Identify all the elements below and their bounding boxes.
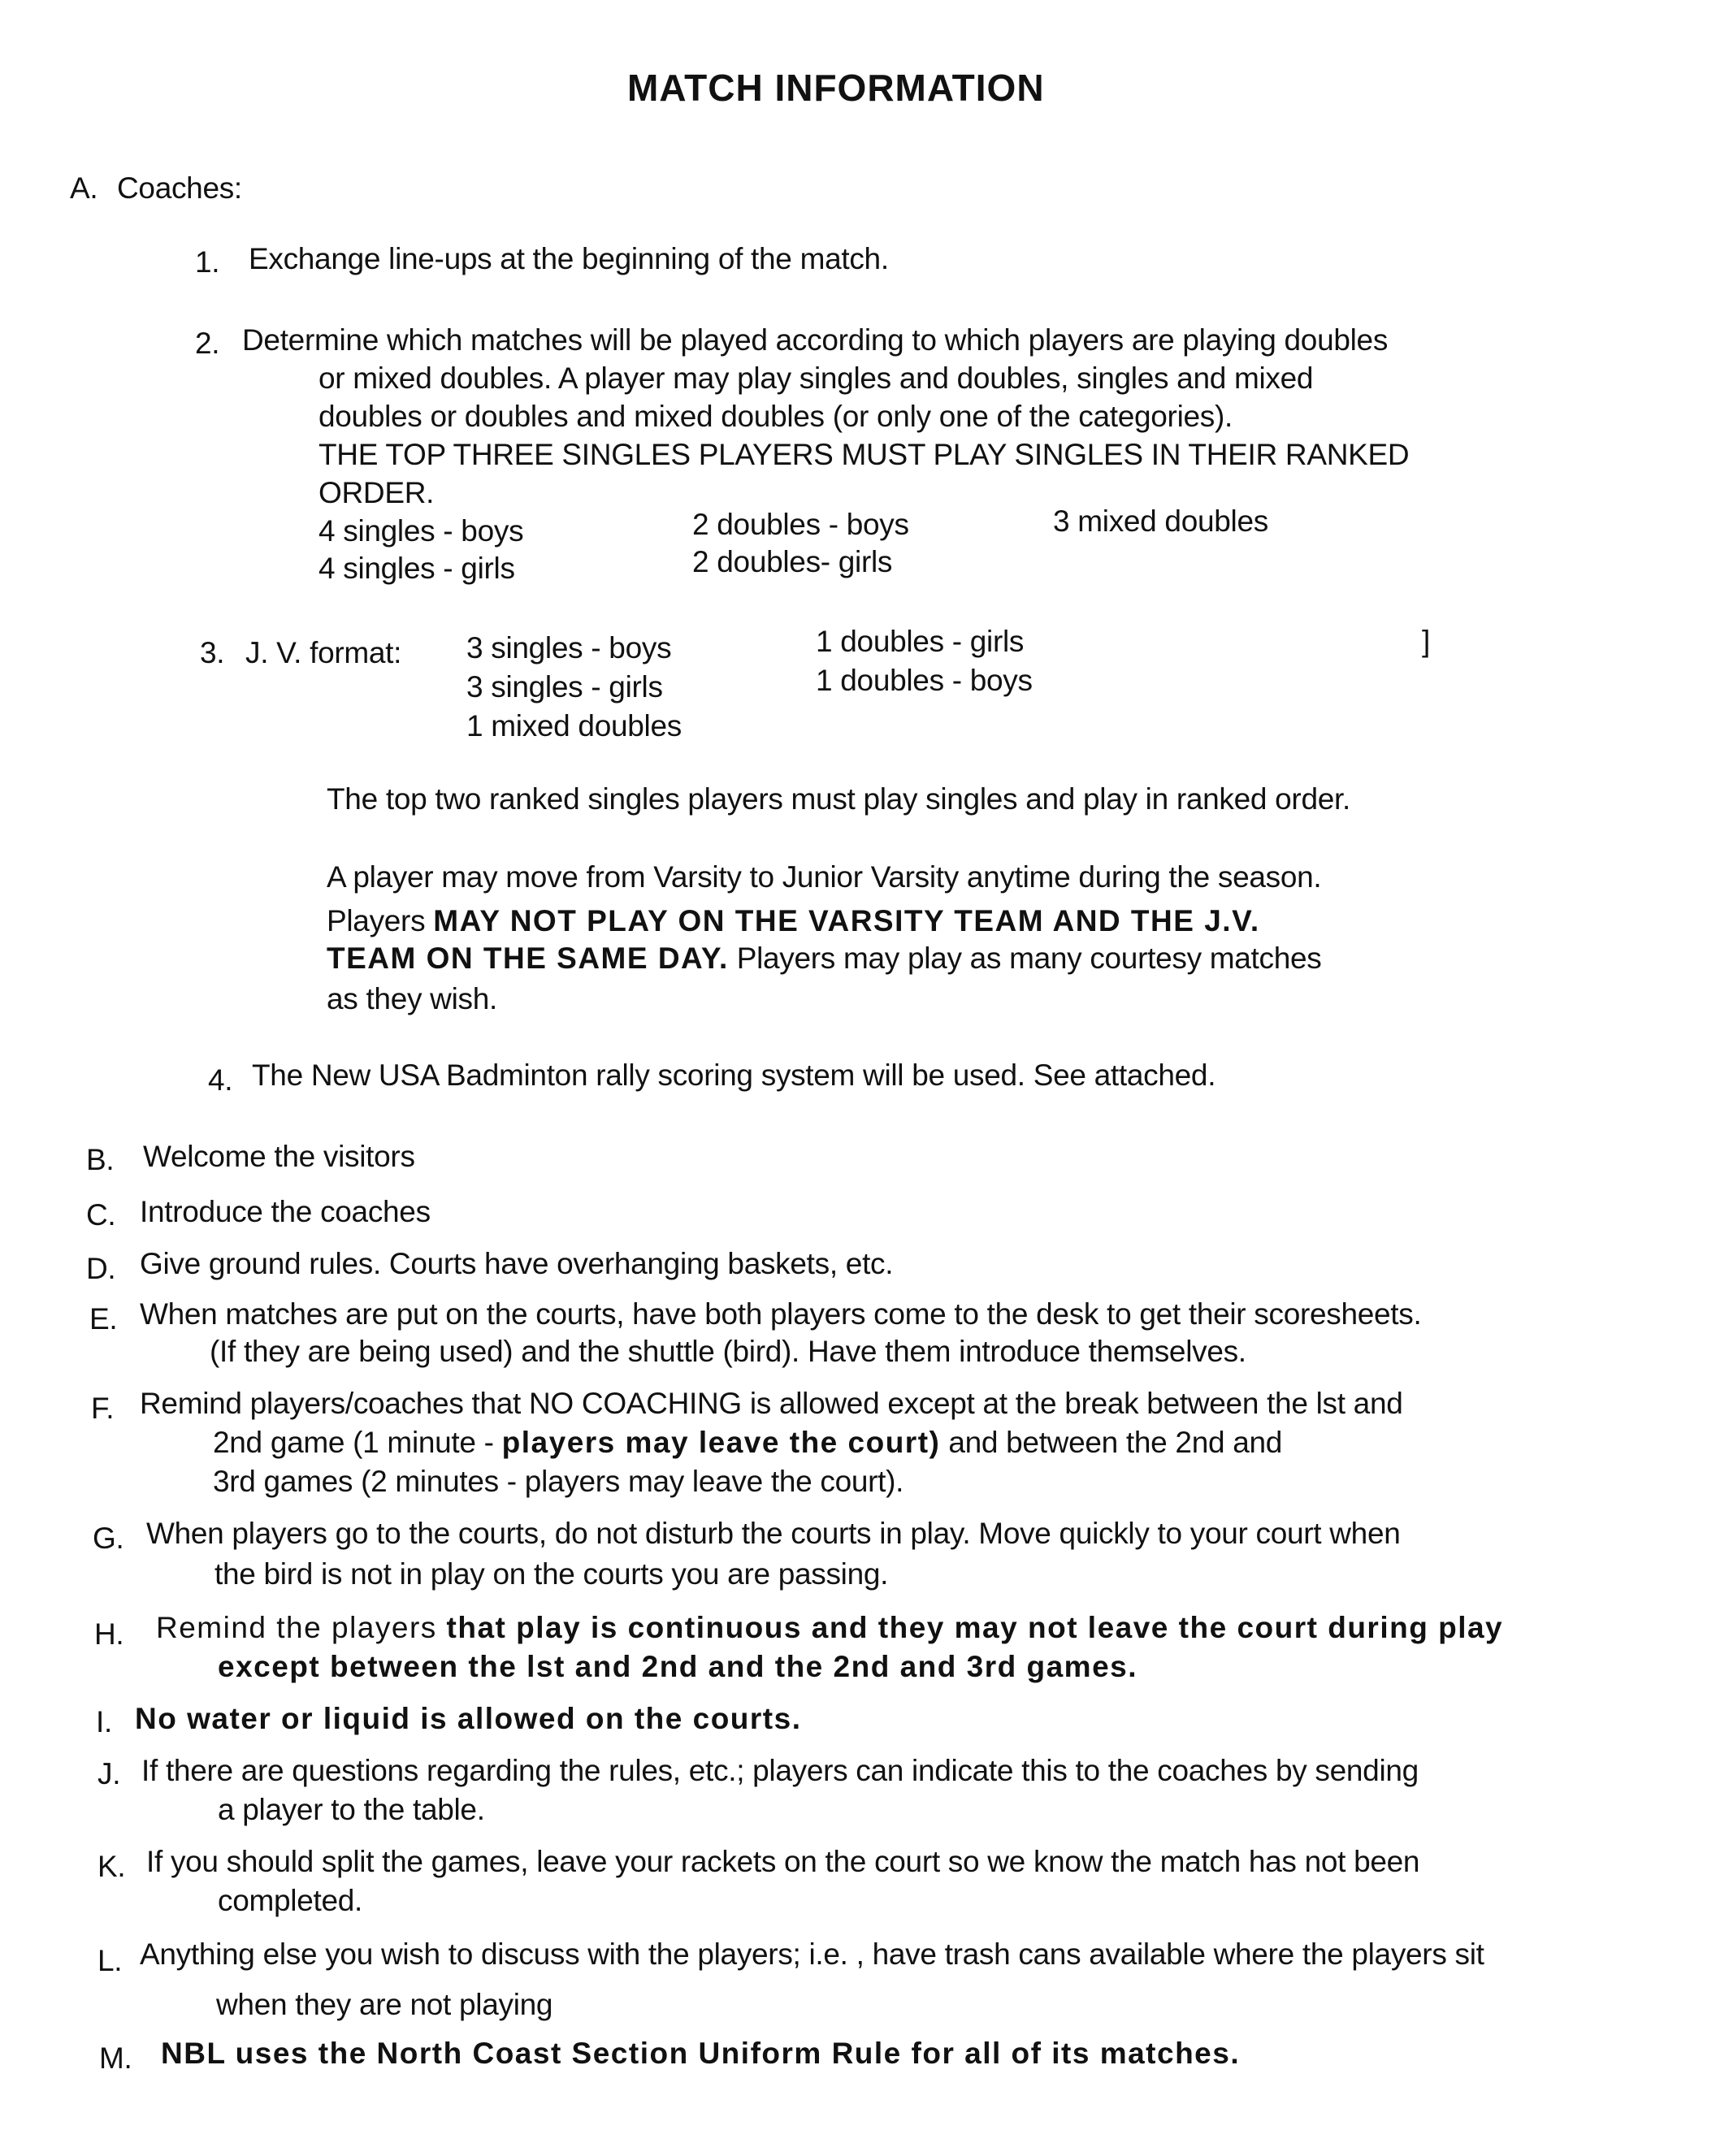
item-l-letter: L.: [98, 1944, 123, 1977]
section-a-heading: Coaches:: [117, 171, 242, 205]
item-j-line-1: If there are questions regarding the rules, etc.; players can indicate this to the coaches by sending: [141, 1754, 1419, 1787]
jv-doubles-girls: 1 doubles - girls: [816, 625, 1025, 658]
jv-paragraph-1: The top two ranked singles players must play singles and play in ranked order.: [327, 782, 1350, 816]
item-m-letter: M.: [99, 2041, 132, 2075]
item-k-line-2: completed.: [218, 1884, 362, 1917]
item-f-line-1: Remind players/coaches that NO COACHING is allowed except at the break between the lst and: [140, 1387, 1403, 1420]
jv-paragraph-2-line-2: Players MAY NOT PLAY ON THE VARSITY TEAM AND THE J.V.: [327, 904, 1260, 937]
item-g-line-1: When players go to the courts, do not disturb the courts in play. Move quickly to your court when: [146, 1517, 1401, 1550]
item-j-line-2: a player to the table.: [218, 1793, 485, 1826]
item-2-mixed-doubles: 3 mixed doubles: [1053, 504, 1268, 538]
item-2-line-2: or mixed doubles. A player may play singles and doubles, singles and mixed: [318, 361, 1314, 395]
item-h-letter: H.: [94, 1617, 124, 1651]
item-2-doubles-girls: 2 doubles- girls: [692, 545, 893, 578]
item-2-line-3: doubles or doubles and mixed doubles (or only one of the categories).: [318, 400, 1233, 433]
item-k-letter: K.: [98, 1850, 126, 1883]
item-j-letter: J.: [98, 1757, 121, 1790]
item-i-letter: I.: [96, 1705, 112, 1738]
item-f-line-2: 2nd game (1 minute - players may leave the court) and between the 2nd and: [213, 1426, 1283, 1459]
item-l-line-2: when they are not playing: [216, 1988, 553, 2021]
item-1-number: 1.: [195, 245, 220, 279]
item-3-label: J. V. format:: [245, 636, 402, 669]
jv-paragraph-2-line-4: as they wish.: [327, 982, 497, 1015]
item-m-text: NBL uses the North Coast Section Uniform Rule for all of its matches.: [161, 2037, 1241, 2070]
page-title: MATCH INFORMATION: [627, 67, 1045, 109]
jv-doubles-boys: 1 doubles - boys: [816, 664, 1033, 697]
jv-singles-girls: 3 singles - girls: [466, 670, 663, 704]
item-4-text: The New USA Badminton rally scoring system will be used. See attached.: [252, 1059, 1216, 1092]
item-b-letter: B.: [86, 1143, 115, 1176]
item-h-line-2: except between the lst and 2nd and the 2nd and 3rd games.: [218, 1650, 1138, 1683]
item-2-line-5: ORDER.: [318, 476, 435, 509]
item-l-line-1: Anything else you wish to discuss with the players; i.e. , have trash cans available where the players sit: [140, 1937, 1484, 1971]
item-2-line-4: THE TOP THREE SINGLES PLAYERS MUST PLAY SINGLES IN THEIR RANKED: [318, 438, 1410, 471]
item-4-number: 4.: [208, 1063, 233, 1097]
item-e-letter: E.: [89, 1302, 118, 1336]
item-c-text: Introduce the coaches: [140, 1195, 431, 1228]
section-a-letter: A.: [70, 171, 98, 205]
item-c-letter: C.: [86, 1198, 116, 1232]
item-d-letter: D.: [86, 1252, 116, 1285]
item-f-line-3: 3rd games (2 minutes - players may leave the court).: [213, 1465, 904, 1498]
item-h-line-1: Remind the players that play is continuous and they may not leave the court during play: [156, 1611, 1504, 1644]
item-b-text: Welcome the visitors: [143, 1140, 415, 1173]
item-2-doubles-boys: 2 doubles - boys: [692, 508, 909, 541]
stray-bracket-mark: ]: [1422, 625, 1430, 658]
item-d-text: Give ground rules. Courts have overhanging baskets, etc.: [140, 1247, 894, 1280]
jv-singles-boys: 3 singles - boys: [466, 631, 672, 665]
item-i-text: No water or liquid is allowed on the courts.: [135, 1702, 802, 1735]
item-f-letter: F.: [91, 1392, 115, 1425]
item-1-text: Exchange line-ups at the beginning of the match.: [249, 242, 889, 275]
item-g-letter: G.: [93, 1522, 124, 1555]
item-2-singles-boys: 4 singles - boys: [318, 514, 524, 548]
item-3-number: 3.: [200, 636, 225, 669]
jv-mixed-doubles: 1 mixed doubles: [466, 709, 682, 742]
item-k-line-1: If you should split the games, leave your rackets on the court so we know the match has not been: [146, 1845, 1420, 1878]
jv-paragraph-2-line-3: TEAM ON THE SAME DAY. Players may play as many courtesy matches: [327, 942, 1322, 975]
item-e-line-1: When matches are put on the courts, have both players come to the desk to get their scoresheets.: [140, 1297, 1422, 1331]
item-2-line-1: Determine which matches will be played according to which players are playing doubles: [242, 323, 1389, 357]
item-e-line-2: (If they are being used) and the shuttle (bird). Have them introduce themselves.: [210, 1335, 1246, 1368]
item-g-line-2: the bird is not in play on the courts you are passing.: [214, 1557, 889, 1591]
jv-paragraph-2-line-1: A player may move from Varsity to Junior Varsity anytime during the season.: [327, 860, 1322, 894]
item-2-singles-girls: 4 singles - girls: [318, 552, 515, 585]
item-2-number: 2.: [195, 327, 220, 360]
